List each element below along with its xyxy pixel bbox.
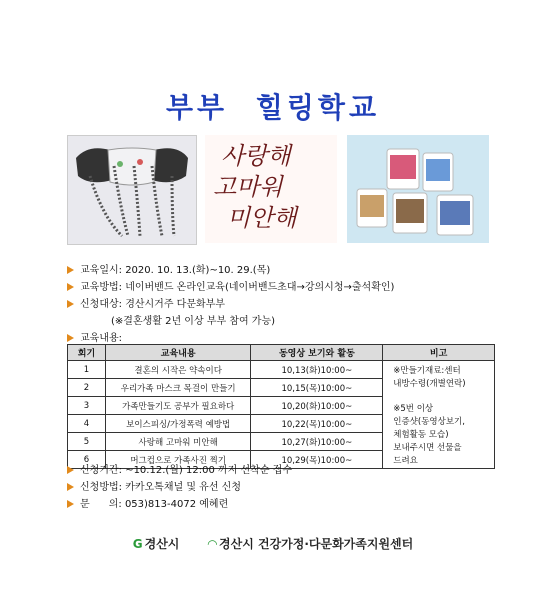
table-row: 2 우리가족 마스크 목걸이 만들기 10,15(목)10:00~ <box>68 379 495 397</box>
calligraphy-line-1: 사랑해 <box>221 142 291 170</box>
table-row: 1 결혼의 시작은 약속이다 10,13(화)10:00~ ※만들기재료:센터 내방수령(개별연락) ※5번 이상 인증샷(동영상보기, 체험활동 모습) 보내주시면 선물을 드려요 <box>68 361 495 379</box>
info-method: 교육방법: 네이버밴드 온라인교육(네이버밴드초대→강의시청→출석확인) <box>67 279 497 296</box>
table-row: 3 가족만들기도 공부가 필요하다 10,20(화)10:00~ <box>68 397 495 415</box>
info-target: 신청대상: 경산시거주 다문화부부 <box>67 296 497 313</box>
info-period: 신청기간: ~10.12.(월) 12:00 까지 선착순 접수 <box>67 462 497 479</box>
schedule-table <box>67 344 495 469</box>
arrow-bullet-icon <box>67 466 74 474</box>
info-contact: 문 의: 053)813-4072 예혜련 <box>67 496 497 513</box>
header-remark: 비고 <box>383 345 495 361</box>
remark-cell: ※만들기재료:센터 내방수령(개별연락) ※5번 이상 인증샷(동영상보기, 체험활동 모습) 보내주시면 선물을 드려요 <box>383 361 495 469</box>
footer-center: 경산시 건강가정·다문화가족지원센터 <box>219 537 414 551</box>
mask-necklace-photo <box>67 135 197 245</box>
schedule-label: 교육내용: <box>67 330 497 347</box>
header-session: 회기 <box>68 345 106 361</box>
header-video: 동영상 보기와 활동 <box>251 345 383 361</box>
arrow-bullet-icon <box>67 483 74 491</box>
arrow-bullet-icon <box>67 300 74 308</box>
arrow-bullet-icon <box>67 500 74 508</box>
table-row: 5 사랑해 고마워 미안해 10,27(화)10:00~ <box>68 433 495 451</box>
calligraphy-line-2: 고마워 <box>213 173 283 201</box>
application-info <box>67 462 497 513</box>
calligraphy-line-3: 미안해 <box>227 204 297 232</box>
arrow-bullet-icon <box>67 334 74 342</box>
page-title: 부부 힐링학교 <box>165 91 381 124</box>
calligraphy-image <box>205 135 337 243</box>
info-date: 교육일시: 2020. 10. 13.(화)~10. 29.(목) <box>67 262 497 279</box>
arrow-bullet-icon <box>67 266 74 274</box>
center-logo-icon: ◠ <box>207 537 218 551</box>
header-content: 교육내용 <box>105 345 251 361</box>
info-apply-method: 신청방법: 카카오톡채널 및 유선 신청 <box>67 479 497 496</box>
footer-logos <box>0 535 546 552</box>
table-row: 6 머그컵으로 가족사진 찍기 10,29(목)10:00~ <box>68 451 495 469</box>
table-header-row <box>68 345 495 361</box>
info-note: (※결혼생활 2년 이상 부부 참여 가능) <box>111 316 276 327</box>
table-row: 4 보이스피싱/가정폭력 예방법 10,22(목)10:00~ <box>68 415 495 433</box>
gyeongsan-logo-icon: G <box>132 537 143 551</box>
arrow-bullet-icon <box>67 283 74 291</box>
photo-strip <box>67 135 489 243</box>
footer-city: 경산시 <box>144 537 180 551</box>
mug-photo <box>347 135 489 243</box>
info-block <box>67 262 497 347</box>
